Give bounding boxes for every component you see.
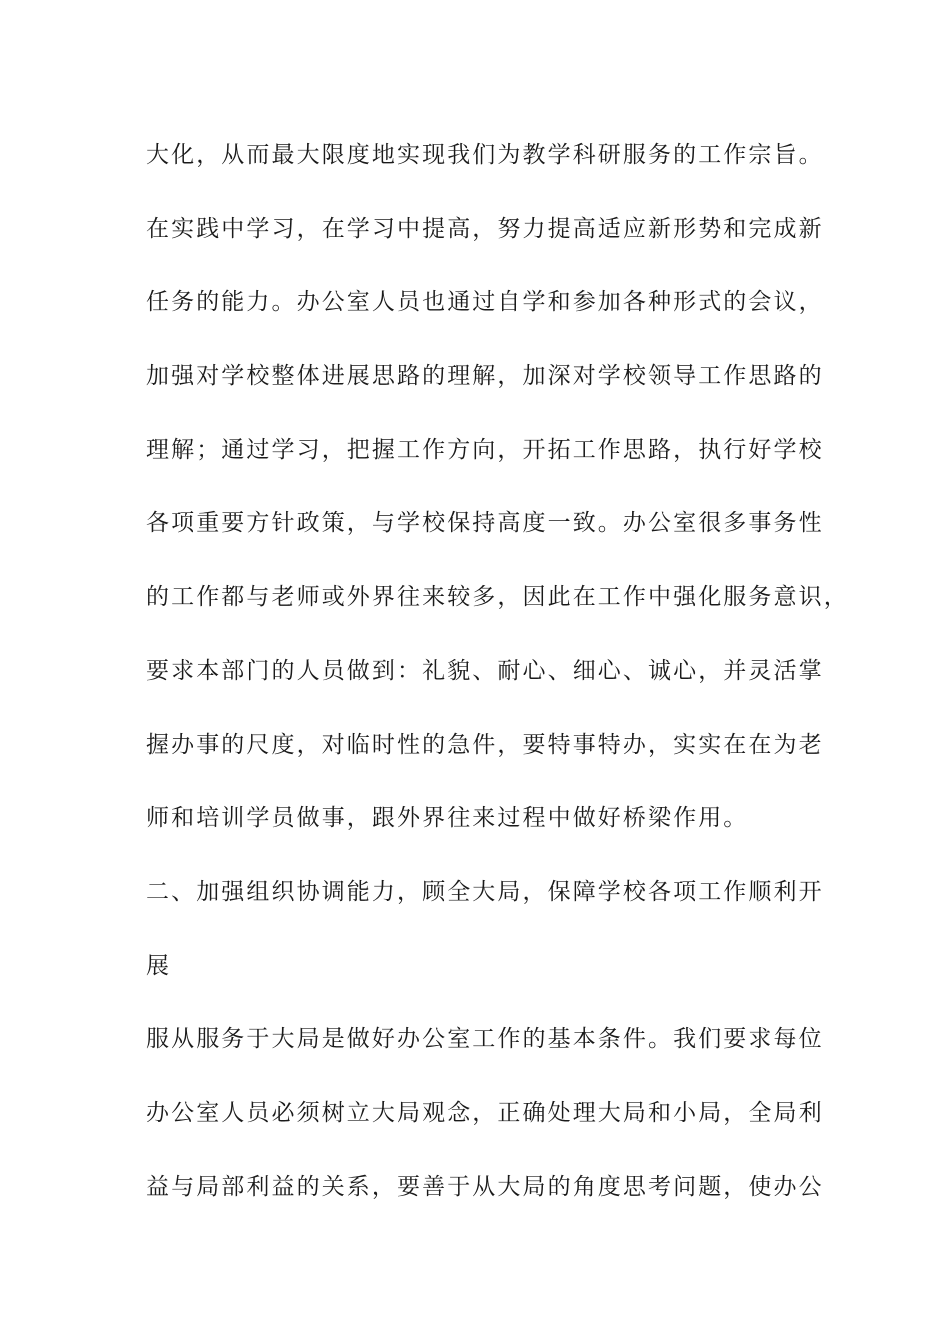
- text-line: 服从服务于大局是做好办公室工作的基本条件。我们要求每位: [146, 1026, 824, 1053]
- text-line: 要求本部门的人员做到：礼貌、耐心、细心、诚心，并灵活掌: [146, 657, 824, 684]
- text-line: 任务的能力。办公室人员也通过自学和参加各种形式的会议，: [146, 289, 824, 316]
- section-heading-continued: 展: [146, 952, 172, 979]
- body-text: [146, 137, 849, 1242]
- text-line: 各项重要方针政策，与学校保持高度一致。办公室很多事务性: [146, 510, 824, 537]
- text-line: 师和培训学员做事，跟外界往来过程中做好桥梁作用。: [146, 805, 749, 832]
- text-line: 益与局部利益的关系，要善于从大局的角度思考问题，使办公: [146, 1173, 824, 1200]
- text-line: 办公室人员必须树立大局观念，正确处理大局和小局，全局利: [146, 1099, 824, 1126]
- text-line: 理解；通过学习，把握工作方向，开拓工作思路，执行好学校: [146, 436, 824, 463]
- text-line: 加强对学校整体进展思路的理解，加深对学校领导工作思路的: [146, 363, 824, 390]
- text-line: 大化，从而最大限度地实现我们为教学科研服务的工作宗旨。: [146, 142, 824, 168]
- text-line: 握办事的尺度，对临时性的急件，要特事特办，实实在在为老: [146, 731, 824, 758]
- section-heading: 二、加强组织协调能力，顾全大局，保障学校各项工作顺利开: [146, 878, 824, 905]
- text-line: 在实践中学习，在学习中提高，努力提高适应新形势和完成新: [146, 215, 824, 242]
- text-line: 的工作都与老师或外界往来较多，因此在工作中强化服务意识，: [146, 584, 849, 611]
